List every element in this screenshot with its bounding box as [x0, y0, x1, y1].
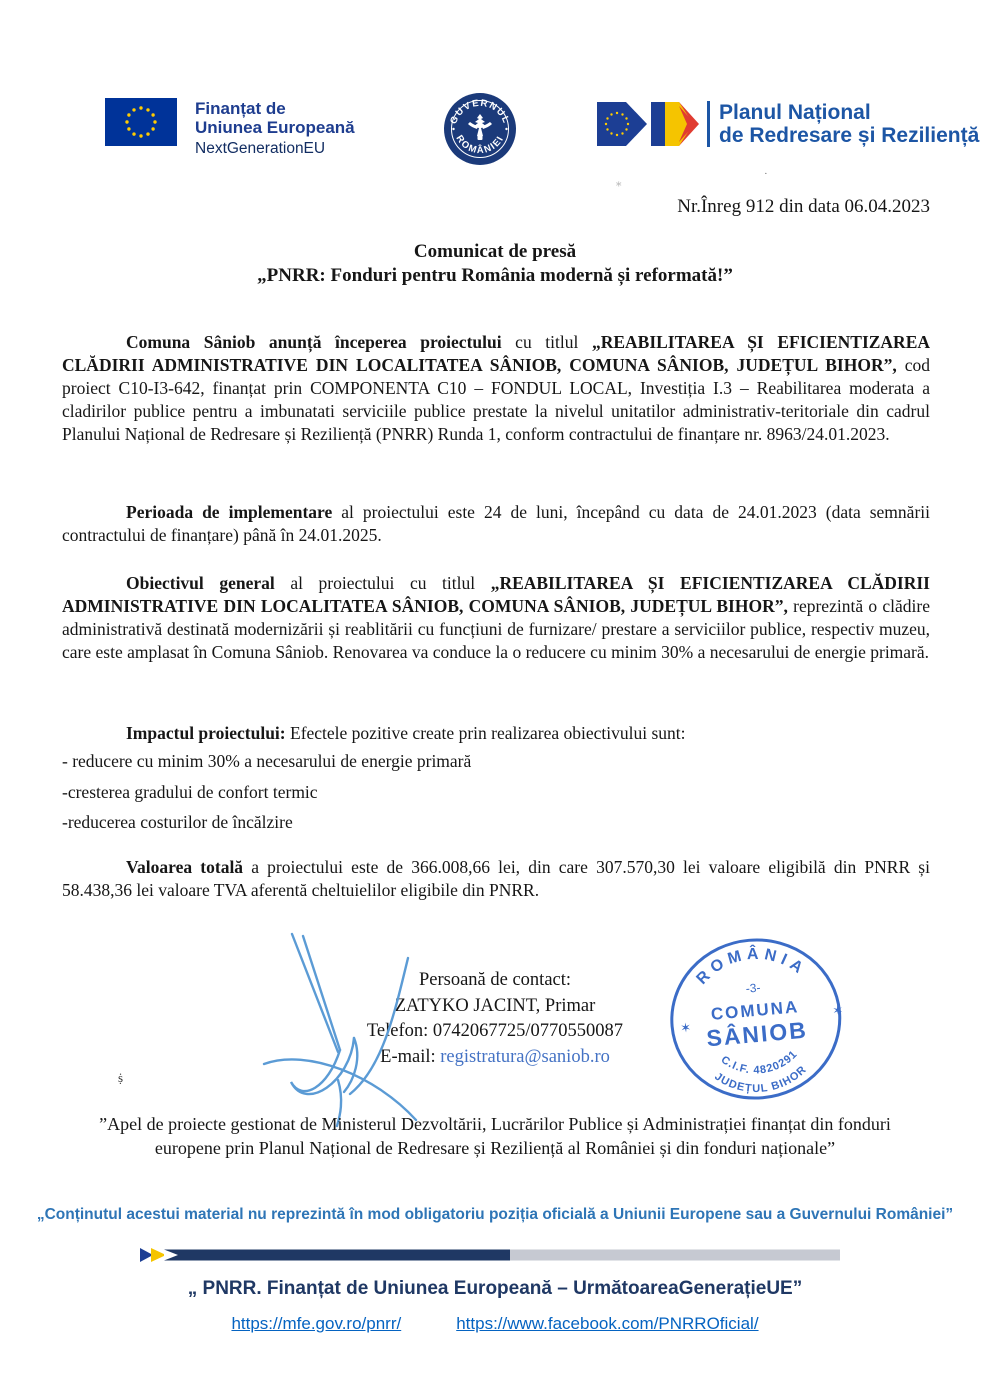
p3-project-title: „REABILITAREA ȘI EFICIENTIZAREA CLĂDIRII ADMINISTRATIVE DIN LOCALITATEA SÂNIOB, COMUNA SÂNIOB, JUDEȚUL BIHOR”,	[62, 573, 930, 617]
paragraph-implementation-period	[62, 501, 930, 547]
contact-label: Persoană de contact:	[418, 970, 572, 990]
document-title	[0, 240, 990, 288]
pnrr-logo-line2: de Redresare și Reziliență	[719, 124, 980, 147]
p3-bold-intro: Obiectivul general	[126, 573, 275, 593]
p1-text: cu titlul	[501, 332, 592, 352]
p2-text: al proiectului este 24 de luni, începând cu data de 24.01.2023 (data semnării contractului de finanțare) până în 24.01.2025.	[62, 502, 930, 546]
p1-project-title: „REABILITAREA ȘI EFICIENTIZAREA CLĂDIRII ADMINISTRATIVE DIN LOCALITATEA SÂNIOB, COMUNA SÂNIOB, JUDEȚUL BIHOR”,	[62, 332, 931, 376]
title-line2: „PNRR: Fonduri pentru România modernă și reformată!”	[257, 264, 733, 286]
paragraph-project-impact	[62, 722, 930, 745]
scan-artifact: ṩ	[118, 1070, 124, 1085]
impact-item-3: -reducerea costurilor de încălzire	[62, 812, 293, 833]
p2-bold: Perioada de implementare	[126, 502, 333, 522]
handwritten-signature	[258, 930, 433, 1135]
stamp-country: ROMÂNIA	[693, 945, 810, 988]
p5-text: a proiectului este de 366.008,66 lei, din care 307.570,30 lei valoare eligibilă din PNRR și 58.438,36 lei valoare TVA aferentă cheltuielilor eligibile din PNRR.	[62, 857, 930, 901]
ministry-quote: ”Apel de proiecte gestionat de Ministerul Dezvoltării, Lucrărilor Publice și Administrației finanțat din fonduri europene prin Planul Național de Redresare și Reziliență al României și din fonduri naționale”	[99, 1114, 891, 1159]
pnrr-arrows-icon	[597, 100, 699, 148]
eu-logo-line2: Uniunea Europeană	[195, 118, 355, 138]
disclaimer-text: „Conținutul acestui material nu reprezintă în mod obligatoriu poziția oficială a Uniunii Europene sau a Guvernului României”	[36, 1206, 954, 1223]
eu-logo-line1: Finanțat de	[195, 99, 286, 118]
facebook-pnrr-link[interactable]: https://www.facebook.com/PNRROficial/	[456, 1314, 759, 1333]
stamp-commune: COMUNA	[710, 997, 800, 1024]
p4-text: Efectele pozitive create prin realizarea obiectivului sunt:	[285, 723, 686, 743]
arrow-bar-icon	[140, 1248, 845, 1262]
header-logos	[0, 92, 990, 172]
scan-artifact: ⁎	[616, 177, 622, 189]
stamp-star-right: ✶	[831, 1002, 844, 1019]
p3-text: al proiectului cu titlul	[274, 573, 491, 593]
impact-item-2: -cresterea gradului de confort termic	[62, 781, 318, 802]
footer-slogan: „ PNRR. Finanțat de Uniunea Europeană – UrmătoareaGenerațieUE”	[187, 1278, 803, 1299]
contact-name: ZATYKO JACINT, Primar	[394, 995, 596, 1016]
mfe-link[interactable]: https://mfe.gov.ro/pnrr/	[231, 1314, 402, 1333]
government-romania-seal-icon	[443, 92, 517, 171]
commune-stamp	[661, 927, 852, 1117]
paragraph-total-value	[62, 856, 930, 902]
paragraph-project-announcement	[62, 331, 930, 446]
p5-bold: Valoarea totală	[126, 857, 244, 877]
paragraph-general-objective	[62, 572, 930, 664]
eu-logo-line3: NextGenerationEU	[195, 140, 326, 158]
eu-funding-logo	[105, 98, 355, 157]
stamp-saniob: SÂNIOB	[705, 1016, 809, 1052]
pnrr-logo-line1: Planul Național	[719, 100, 871, 124]
gov-logo-bottom-text: ROMÂNIEI	[453, 133, 507, 157]
stamp-star-left: ✶	[679, 1019, 692, 1036]
stamp-number: -3-	[745, 980, 761, 996]
p4-bold: Impactul proiectului:	[126, 723, 286, 743]
title-line1: Comunicat de presă	[413, 241, 577, 262]
gov-logo-top-text: GUVERNUL	[448, 97, 512, 126]
p1-text2: cod proiect C10-I3-642, finanțat prin COMPONENTA C10 – FONDUL LOCAL, Investiția I.3 – Reabilitarea moderata a cladirilor publice pentru a imbunatati serviciile publice prestate la nivelul unitatilor administrativ-teritoriale din cadrul Planului Național de Redresare și Reziliență (PNRR) Runda 1, conform contractului de finanțare nr. 8963/24.01.2023.	[62, 355, 930, 445]
eu-flag-icon	[105, 98, 177, 146]
contact-email-label: E-mail:	[380, 1046, 441, 1067]
footer-links	[0, 1314, 990, 1334]
contact-email-link[interactable]: registratura@saniob.ro	[440, 1046, 610, 1067]
p3-text2: reprezintă o clădire administrativă destinată modernizării și reablitării cu funcțiuni de furnizare/ prestare a serviciilor publice, respectiv muzeu, care este amplasat în Comuna Sâniob. Renovarea va conduce la o reducere cu minim 30% a necesarului de energie primară.	[62, 596, 930, 663]
pnrr-logo	[597, 100, 979, 148]
p1-bold-intro: Comuna Sâniob anunță începerea proiectului	[126, 332, 502, 352]
stamp-county: JUDEȚUL BIHOR	[712, 1063, 810, 1096]
impact-item-1: - reducere cu minim 30% a necesarului de energie primară	[62, 751, 472, 771]
impact-list	[62, 746, 930, 838]
footer-arrow-bar	[140, 1248, 845, 1267]
registration-number: Nr.Înreg 912 din data 06.04.2023	[677, 196, 930, 217]
contact-phone: Telefon: 0742067725/0770550087	[366, 1021, 624, 1042]
stamp-cif: C.I.F. 4820291	[718, 1048, 801, 1077]
scan-artifact: ·	[764, 168, 768, 180]
